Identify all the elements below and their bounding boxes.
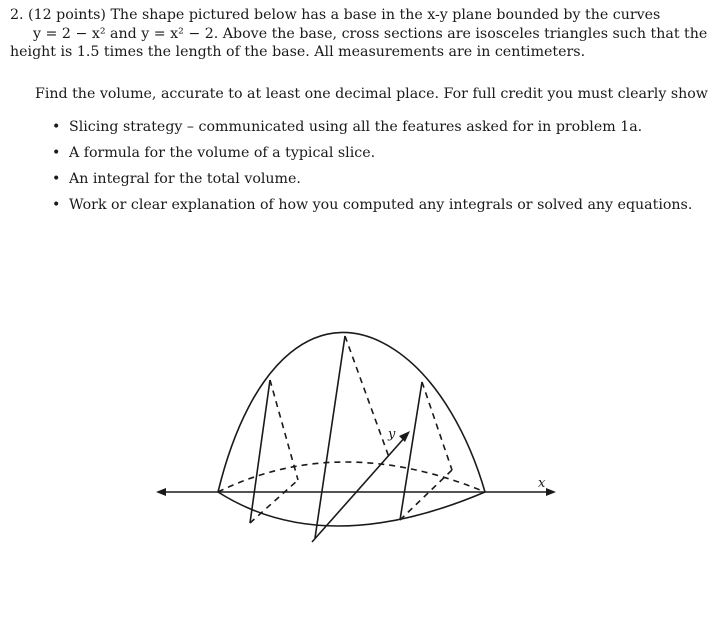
requirement-text: Work or clear explanation of how you computed any integrals or solved any equations. xyxy=(69,197,693,213)
problem-line-1: 2. (12 points) The shape pictured below has a base in the x-y plane bounded by the curves xyxy=(10,7,661,23)
problem-line-3: height is 1.5 times the length of the base. All measurements are in centimeters. xyxy=(10,44,586,60)
slice-2-front-edge xyxy=(315,336,345,538)
problem-statement xyxy=(10,6,710,62)
bullet-icon: • xyxy=(52,197,61,213)
y-axis-label: y xyxy=(388,427,396,442)
bullet-icon: • xyxy=(52,145,61,161)
requirement-text: Slicing strategy – communicated using all the features asked for in problem 1a. xyxy=(69,119,643,135)
solid-figure xyxy=(150,320,570,560)
slice-3-front-edge xyxy=(400,382,422,520)
slice-2-back-edge xyxy=(345,336,390,460)
requirement-text: An integral for the total volume. xyxy=(69,171,301,187)
task-instruction: Find the volume, accurate to at least one decimal place. For full credit you must clearly show xyxy=(35,86,708,102)
x-axis-label: x xyxy=(538,476,546,491)
requirement-item xyxy=(52,118,692,144)
slice-3-back-edge xyxy=(422,382,452,470)
requirement-item xyxy=(52,196,692,222)
problem-line-2: y = 2 − x² and y = x² − 2. Above the base, cross sections are isosceles triangles such that the xyxy=(33,25,708,42)
bullet-icon: • xyxy=(52,119,61,135)
bullet-icon: • xyxy=(52,171,61,187)
requirement-item xyxy=(52,170,692,196)
requirement-text: A formula for the volume of a typical slice. xyxy=(69,145,376,161)
requirements-list xyxy=(52,118,692,222)
slice-1-front-edge xyxy=(250,380,270,523)
slice-1-back-edge xyxy=(270,380,298,480)
requirement-item xyxy=(52,144,692,170)
